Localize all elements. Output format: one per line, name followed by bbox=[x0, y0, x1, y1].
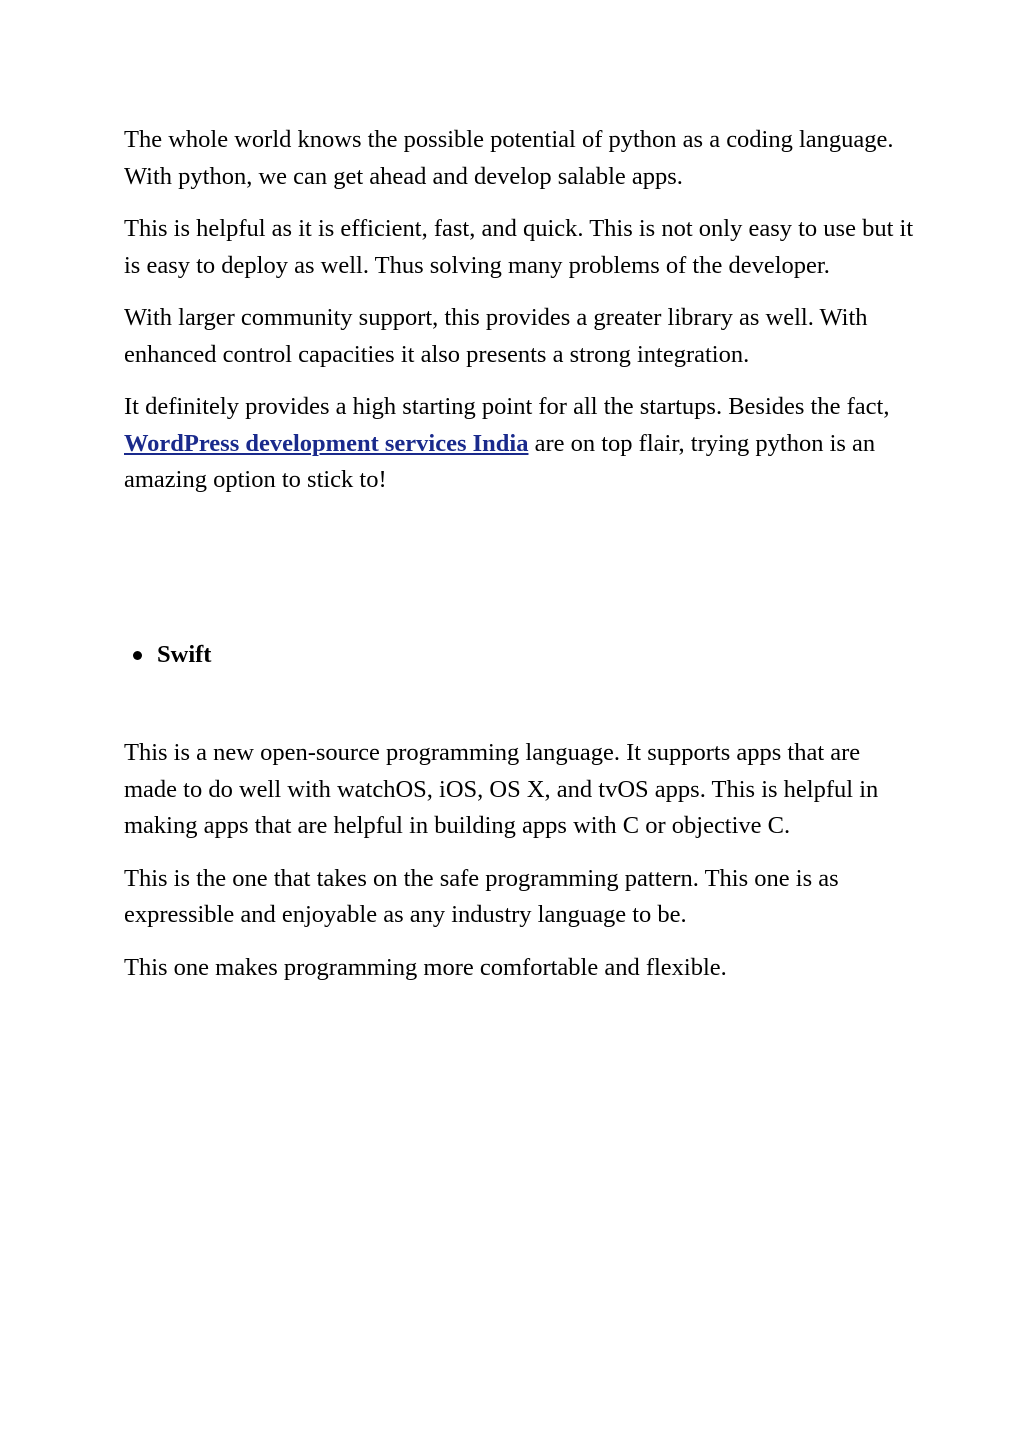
wordpress-services-link[interactable]: WordPress development services India bbox=[124, 429, 529, 457]
paragraph-swift-comfort: This one makes programming more comfortable and flexible. bbox=[124, 953, 727, 981]
paragraph-community-support: With larger community support, this provides a greater library as well. With enhanced control capacities it also presents a strong integration. bbox=[124, 304, 868, 368]
startup-text-after-link: are on top flair, trying python is an amazing option to stick to! bbox=[124, 429, 876, 493]
paragraph-swift-intro: This is a new open-source programming language. It supports apps that are made to do well with watchOS, iOS, OS X, and tvOS apps. This is helpful in making apps that are helpful in building apps with C or objective C. bbox=[124, 739, 879, 839]
paragraph-python-benefits: This is helpful as it is efficient, fast, and quick. This is not only easy to use but it is easy to deploy as well. Thus solving many problems of the developer. bbox=[124, 215, 914, 279]
bullet-item-swift bbox=[157, 637, 211, 674]
paragraph-python-potential: The whole world knows the possible potential of python as a coding language. With python, we can get ahead and develop salable apps. bbox=[124, 126, 894, 190]
document-body bbox=[124, 122, 914, 981]
paragraph-startups bbox=[124, 389, 914, 499]
bullet-dot-icon bbox=[133, 651, 142, 660]
swift-section bbox=[124, 735, 914, 1002]
bullet-label: Swift bbox=[157, 641, 212, 668]
startup-text-before-link: It definitely provides a high starting point for all the startups. Besides the fact, bbox=[124, 393, 890, 420]
paragraph-swift-safety: This is the one that takes on the safe programming pattern. This one is as expressible and enjoyable as any industry language to be. bbox=[124, 864, 839, 928]
